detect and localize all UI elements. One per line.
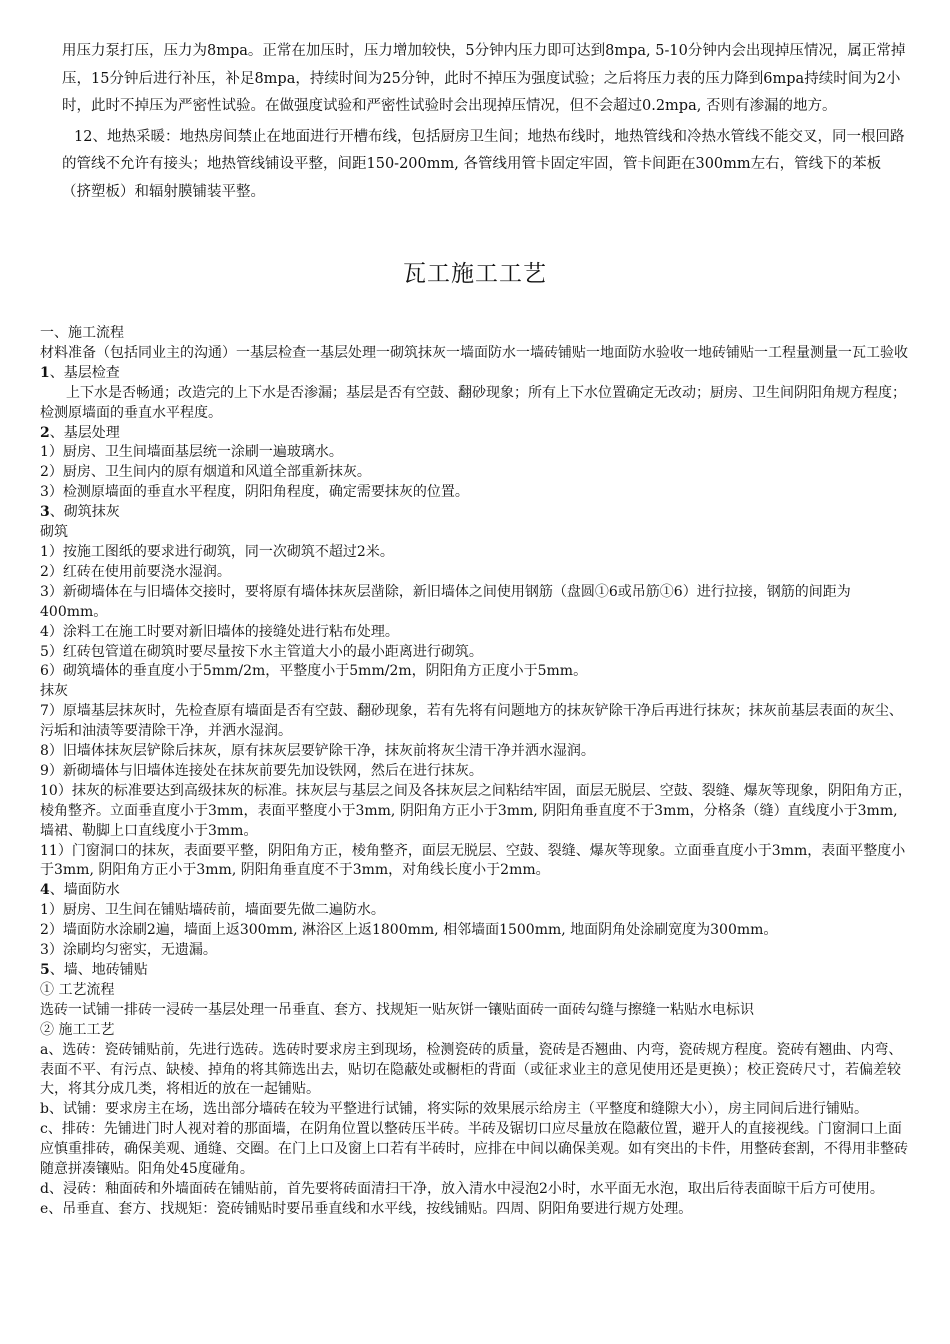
section-3-heading xyxy=(40,503,912,523)
subheading-masonry: 砌筑 xyxy=(40,524,68,541)
list-item: 2）厨房、卫生间内的原有烟道和风道全部重新抹灰。 xyxy=(40,464,371,481)
section-5-title: 、墙、地砖铺贴 xyxy=(49,962,148,978)
section-5-number: 5 xyxy=(40,962,50,978)
list-item: 8）旧墙体抹灰层铲除后抹灰，原有抹灰层要铲除干净，抹灰前将灰尘清干净并洒水湿润。 xyxy=(40,743,595,760)
list-item: e、吊垂直、套方、找规矩：瓷砖铺贴时要吊垂直线和水平线，按线铺贴。四周、阴阳角要进行规方处理。 xyxy=(40,1200,693,1217)
list-item: 2）红砖在使用前要浇水湿润。 xyxy=(40,563,231,580)
list-item: 4）涂料工在施工时要对新旧墙体的接缝处进行粘布处理。 xyxy=(40,623,399,640)
list-item: 3）涂刷均匀密实，无遗漏。 xyxy=(40,942,217,959)
section-1-number: 1 xyxy=(40,364,50,381)
list-item: 5）红砖包管道在砌筑时要尽量按下水主管道大小的最小距离进行砌筑。 xyxy=(40,643,483,660)
list-item: 1）厨房、卫生间墙面基层统一涂刷一遍玻璃水。 xyxy=(40,444,343,461)
intro-block xyxy=(62,38,908,206)
subheading-construction-process: ② 施工工艺 xyxy=(40,1021,115,1038)
section-3-title: 、砌筑抹灰 xyxy=(49,504,120,521)
content-body xyxy=(40,324,912,1220)
subheading-process-flow: ① 工艺流程 xyxy=(40,981,115,998)
section-2-title: 、基层处理 xyxy=(49,424,120,441)
pressure-test-paragraph: 用压力泵打压，压力为8mpa。正常在加压时，压力增加较快，5分钟内压力即可达到8mpa, 5-10分钟内会出现掉压情况，属正常掉压，15分钟后进行补压，补足8mpa，持续时间为25分钟，此时不掉压为强度试验；之后将压力表的压力降到6mpa持续时间为2小时，此时不掉压为严密性试验。在做强度试验和严密性试验时会出现掉压情况，但不会超过0.2mpa, 否则有渗漏的地方。 xyxy=(62,43,906,114)
list-item: b、试铺：要求房主在场，选出部分墙砖在较为平整进行试铺，将实际的效果展示给房主（平整度和缝隙大小），房主同间后进行铺贴。 xyxy=(40,1101,868,1118)
flow-heading: 一、施工流程 xyxy=(40,325,124,341)
section-2-number: 2 xyxy=(40,424,50,441)
section-4-heading xyxy=(40,881,912,901)
section-1-heading xyxy=(40,364,912,384)
list-item: 1）厨房、卫生间在铺贴墙砖前，墙面要先做二遍防水。 xyxy=(40,902,385,919)
section-4-number: 4 xyxy=(40,882,50,899)
flow-text: 材料准备（包括同业主的沟通）一基层检查一基层处理一砌筑抹灰一墙面防水一墙砖铺贴一地面防水验收一地砖铺贴一工程量测量一瓦工验收 xyxy=(40,344,908,361)
list-item: 9）新砌墙体与旧墙体连接处在抹灰前要先加设铁网，然后在进行抹灰。 xyxy=(40,762,483,779)
list-item: 3）检测原墙面的垂直水平程度，阴阳角程度，确定需要抹灰的位置。 xyxy=(40,484,469,501)
page-title: 瓦工施工工艺 xyxy=(403,261,547,287)
section-1-title: 、基层检查 xyxy=(49,364,120,381)
list-item: c、排砖：先铺进门时人视对着的那面墙，在阴角位置以整砖压半砖。半砖及锯切口应尽量放在隐蔽位置，避开人的直接视线。门窗洞口上面应慎重排砖，确保美观、通缝、交圈。在门上口及窗上口若有半砖时，应排在中间以确保美观。如有突出的卡件，用整砖套割，不得用非整砖随意拼凑镶贴。阳角处45度碰角。 xyxy=(40,1121,908,1178)
list-item: a、选砖：瓷砖铺贴前，先进行选砖。选砖时要求房主到现场，检测瓷砖的质量，瓷砖是否翘曲、内弯，瓷砖规方程度。瓷砖有翘曲、内弯、表面不平、有污点、缺棱、掉角的将其筛选出去，贴切在隐蔽处或橱柜的背面（或征求业主的意见使用还是更换）；校正瓷砖尺寸，若偏差较大，将其分成几类，将相近的放在一起铺贴。 xyxy=(40,1041,903,1098)
floor-heating-paragraph: 12、地热采暖：地热房间禁止在地面进行开槽布线，包括厨房卫生间；地热布线时，地热管线和冷热水管线不能交叉，同一根回路的管线不允许有接头；地热管线铺设平整，间距150-200mm, 各管线用管卡固定牢固，管卡间距在300mm左右，管线下的苯板（挤塑板）和辐射膜铺装平整。 xyxy=(62,128,905,200)
section-4-title: 、墙面防水 xyxy=(49,882,120,899)
section-1-text: 上下水是否畅通；改造完的上下水是否渗漏；基层是否有空鼓、翻砂现象；所有上下水位置确定无改动；厨房、卫生间阴阳角规方程度；检测原墙面的垂直水平程度。 xyxy=(40,384,906,421)
section-3-number: 3 xyxy=(40,504,50,521)
list-item: 1）按施工图纸的要求进行砌筑，同一次砌筑不超过2米。 xyxy=(40,543,394,560)
tiling-flow-text: 选砖一试铺一排砖一浸砖一基层处理一吊垂直、套方、找规矩一贴灰饼一镶贴面砖一面砖勾缝与擦缝一粘贴水电标识 xyxy=(40,1001,754,1018)
list-item: 11）门窗洞口的抹灰，表面要平整，阴阳角方正，棱角整齐，面层无脱层、空鼓、裂缝、爆灰等现象。立面垂直度小于3mm，表面平整度小于3mm, 阴阳角方正小于3mm, 阴阳角垂直度不于3mm，对角线长度小于2mm。 xyxy=(40,842,906,879)
subheading-plastering: 抹灰 xyxy=(40,683,68,700)
section-5-heading xyxy=(40,961,912,981)
list-item: 6）砌筑墙体的垂直度小于5mm/2m，平整度小于5mm/2m，阴阳角方正度小于5mm。 xyxy=(40,663,588,680)
list-item: 3）新砌墙体在与旧墙体交接时，要将原有墙体抹灰层凿除，新旧墙体之间使用钢筋（盘圆①6或吊筋①6）进行拉接，钢筋的间距为400mm。 xyxy=(40,583,851,620)
list-item: 2）墙面防水涂刷2遍，墙面上返300mm, 淋浴区上返1800mm, 相邻墙面1500mm, 地面阴角处涂刷宽度为300mm。 xyxy=(40,922,778,939)
list-item: 10）抹灰的标准要达到高级抹灰的标准。抹灰层与基层之间及各抹灰层之间粘结牢固，面层无脱层、空鼓、裂缝、爆灰等现象，阴阳角方正，棱角整齐。立面垂直度小于3mm，表面平整度小于3mm, 阴阳角方正小于3mm, 阴阳角垂直度不于3mm，分格条（缝）直线度小于3mm, 墙裙、勒脚上口直线度小于3mm。 xyxy=(40,782,912,839)
list-item: d、浸砖：釉面砖和外墙面砖在铺贴前，首先要将砖面清扫干净，放入清水中浸泡2小时，水平面无水泡，取出后待表面晾干后方可使用。 xyxy=(40,1180,884,1197)
section-2-heading xyxy=(40,424,912,444)
list-item: 7）原墙基层抹灰时，先检查原有墙面是否有空鼓、翻砂现象，若有先将有问题地方的抹灰铲除干净后再进行抹灰；抹灰前基层表面的灰尘、污垢和油渍等要清除干净，并洒水湿润。 xyxy=(40,703,903,740)
